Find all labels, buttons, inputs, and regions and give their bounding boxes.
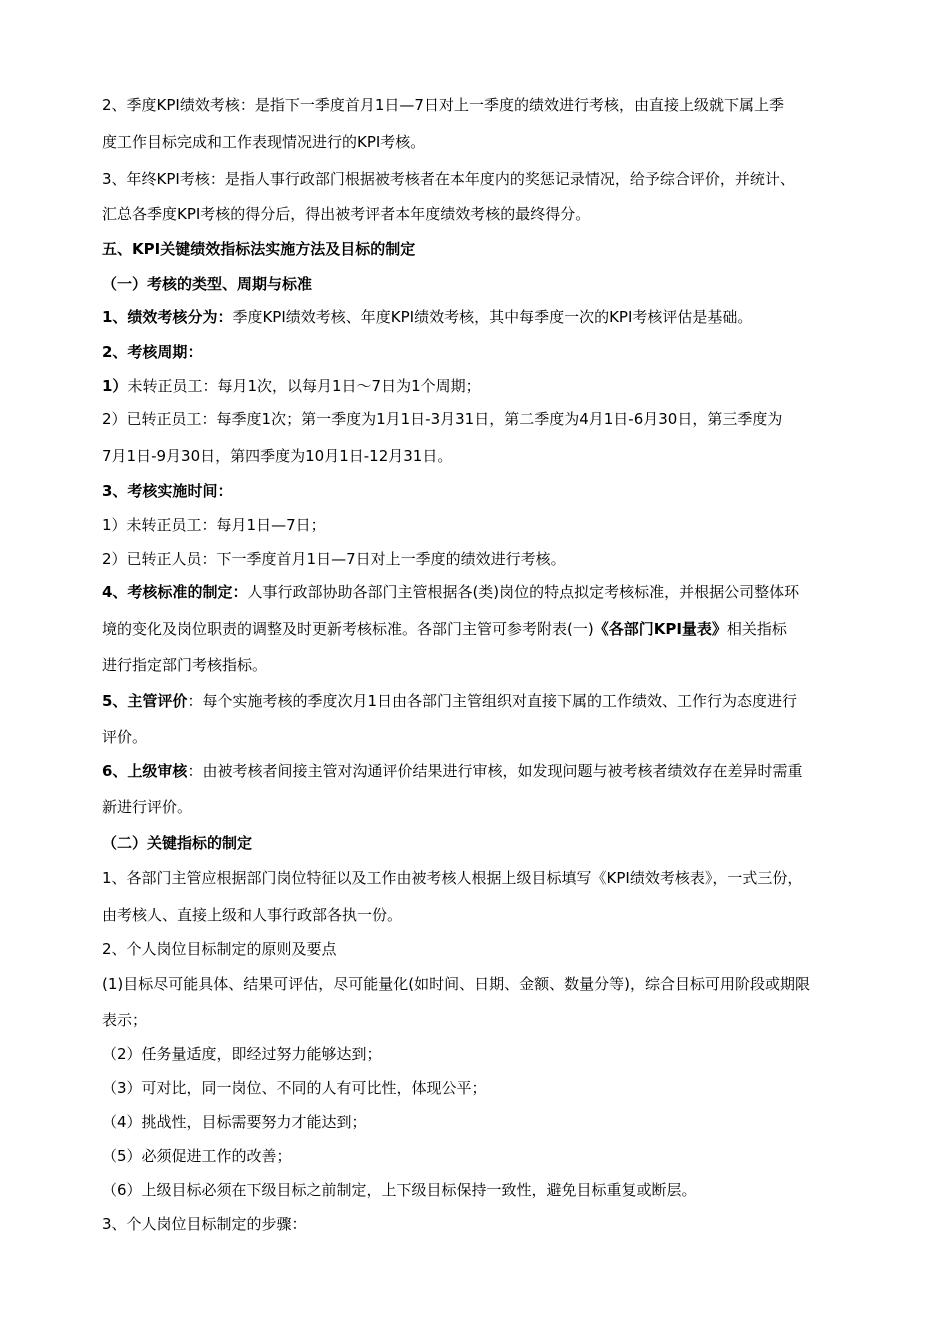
subsection-heading: （一）考核的类型、周期与标准 (102, 275, 313, 293)
item-text: ：每个实施考核的季度次月1日由各部门主管组织对直接下属的工作绩效、工作行为态度进行 (187, 692, 798, 710)
paragraph-line: 由考核人、直接上级和人事行政部各执一份。 (102, 906, 403, 924)
paragraph-line: 1、各部门主管应根据部门岗位特征以及工作由被考核人根据上级目标填写《KPI绩效考核表》，一式三份， (102, 869, 803, 887)
item-label: 5、主管评价 (102, 692, 188, 710)
list-item: （2）任务量适度，即经过努力能够达到； (102, 1045, 382, 1063)
paragraph-line (102, 683, 862, 720)
paragraph-line: 评价。 (102, 728, 148, 746)
paragraph-line: 表示； (102, 1011, 148, 1029)
paragraph-line: 1）未转正员工：每月1日—7日； (102, 516, 326, 534)
paragraph-line (102, 611, 862, 648)
item-heading: 2、考核周期： (102, 343, 203, 361)
reference-title: 《各部门KPI量表》 (593, 620, 727, 638)
item-heading: 3、考核实施时间： (102, 482, 233, 500)
paragraph-line (102, 368, 862, 405)
list-item: （4）挑战性，目标需要努力才能达到； (102, 1113, 367, 1131)
paragraph-line (102, 753, 862, 790)
item-label: 6、上级审核 (102, 762, 188, 780)
paragraph-line (102, 299, 862, 336)
item-text: ：由被考核者间接主管对沟通评价结果进行审核，如发现问题与被考核者绩效存在差异时需重 (187, 762, 803, 780)
item-label: 1、绩效考核分为： (102, 308, 233, 326)
paragraph-line: 3、年终KPI考核：是指人事行政部门根据被考核者在本年度内的奖惩记录情况，给予综合评价，并统计、 (102, 170, 795, 188)
paragraph-line: 2）已转正人员：下一季度首月1日—7日对上一季度的绩效进行考核。 (102, 550, 566, 568)
paragraph-line: 度工作目标完成和工作表现情况进行的KPI考核。 (102, 133, 426, 151)
item-label: 4、考核标准的制定： (102, 583, 248, 601)
paragraph-line: 3、个人岗位目标制定的步骤： (102, 1215, 307, 1233)
paragraph-line (102, 574, 862, 611)
paragraph-line: 进行指定部门考核指标。 (102, 656, 268, 674)
paragraph-line: 2）已转正员工：每季度1次；第一季度为1月1日-3月31日，第二季度为4月1日-6月30日，第三季度为 (102, 410, 783, 428)
item-text: 相关指标 (726, 620, 787, 638)
item-label: 1） (102, 377, 128, 395)
subsection-heading: （二）关键指标的制定 (102, 834, 253, 852)
paragraph-line: 汇总各季度KPI考核的得分后，得出被考评者本年度绩效考核的最终得分。 (102, 205, 591, 223)
item-text: 人事行政部协助各部门主管根据各(类)岗位的特点拟定考核标准，并根据公司整体环 (247, 583, 800, 601)
paragraph-line: 2、个人岗位目标制定的原则及要点 (102, 940, 337, 958)
item-text: 未转正员工：每月1次，以每月1日～7日为1个周期； (127, 377, 481, 395)
paragraph-line: 2、季度KPI绩效考核：是指下一季度首月1日—7日对上一季度的绩效进行考核，由直接上级就下属上季 (102, 96, 784, 114)
section-heading: 五、KPI关键绩效指标法实施方法及目标的制定 (102, 240, 416, 258)
paragraph-line: (1)目标尽可能具体、结果可评估，尽可能量化(如时间、日期、金额、数量分等)，综合目标可用阶段或期限 (102, 975, 810, 993)
list-item: （5）必须促进工作的改善； (102, 1147, 292, 1165)
paragraph-line: 新进行评价。 (102, 798, 193, 816)
item-text: 季度KPI绩效考核、年度KPI绩效考核，其中每季度一次的KPI考核评估是基础。 (232, 308, 753, 326)
item-text: 境的变化及岗位职责的调整及时更新考核标准。各部门主管可参考附表(一) (102, 620, 594, 638)
list-item: （3）可对比，同一岗位、不同的人有可比性，体现公平； (102, 1079, 487, 1097)
paragraph-line: 7月1日-9月30日，第四季度为10月1日-12月31日。 (102, 447, 453, 465)
list-item: （6）上级目标必须在下级目标之前制定，上下级目标保持一致性，避免目标重复或断层。 (102, 1181, 697, 1199)
